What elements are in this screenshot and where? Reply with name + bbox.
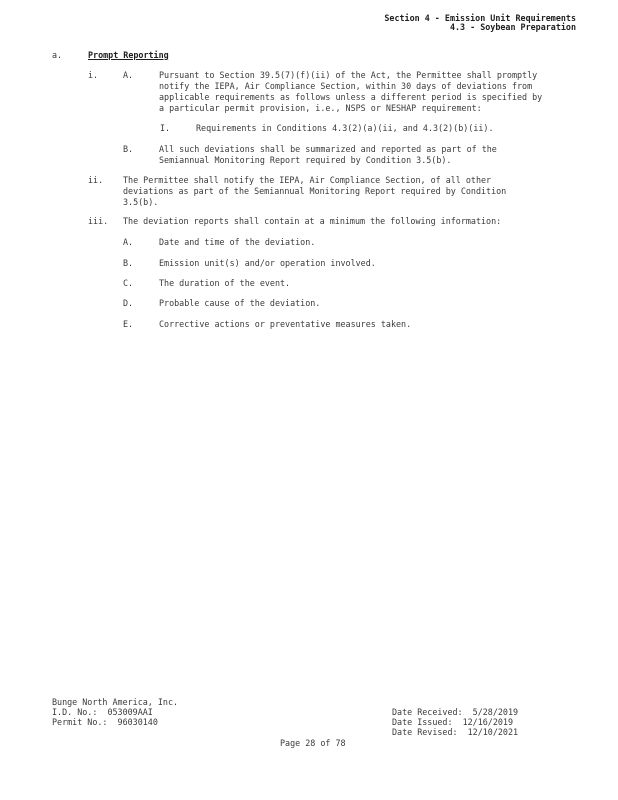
item-iii-e-marker: E. bbox=[123, 319, 134, 329]
item-i-b-marker: B. bbox=[123, 144, 134, 154]
item-i-a-1-marker: I. bbox=[160, 123, 171, 133]
footer-id-no: I.D. No.: 053009AAI bbox=[52, 707, 153, 717]
page-number: Page 28 of 78 bbox=[280, 738, 346, 748]
item-iii-c-marker: C. bbox=[123, 278, 134, 288]
item-i-marker: i. bbox=[88, 70, 99, 80]
footer-permit-no: Permit No.: 96030140 bbox=[52, 717, 158, 727]
item-i-a-line-2: notify the IEPA, Air Compliance Section, within 30 days of deviations from bbox=[159, 81, 533, 91]
item-ii-line-2: deviations as part of the Semiannual Monitoring Report required by Condition bbox=[123, 186, 507, 196]
item-ii-line-1: The Permittee shall notify the IEPA, Air Compliance Section, of all other bbox=[123, 175, 492, 185]
item-iii-d-marker: D. bbox=[123, 298, 134, 308]
item-a-marker: a. bbox=[52, 50, 63, 60]
item-iii-marker: iii. bbox=[88, 216, 109, 226]
item-i-b-line-2: Semiannual Monitoring Report required by Condition 3.5(b). bbox=[159, 155, 452, 165]
item-i-b-line-1: All such deviations shall be summarized and reported as part of the bbox=[159, 144, 497, 154]
footer-date-issued: Date Issued: 12/16/2019 bbox=[392, 717, 514, 727]
item-i-a-1-text: Requirements in Conditions 4.3(2)(a)(ii, and 4.3(2)(b)(ii). bbox=[196, 123, 494, 133]
footer-date-received: Date Received: 5/28/2019 bbox=[392, 707, 519, 717]
item-iii-d-text: Probable cause of the deviation. bbox=[159, 298, 321, 308]
item-iii-e-text: Corrective actions or preventative measures taken. bbox=[159, 319, 412, 329]
footer-company: Bunge North America, Inc. bbox=[52, 697, 179, 707]
item-iii-b-text: Emission unit(s) and/or operation involved. bbox=[159, 258, 376, 268]
item-ii-line-3: 3.5(b). bbox=[123, 197, 159, 207]
item-ii-marker: ii. bbox=[88, 175, 104, 185]
item-i-a-line-4: a particular permit provision, i.e., NSPS or NESHAP requirement: bbox=[159, 103, 482, 113]
item-i-a-line-1: Pursuant to Section 39.5(7)(f)(ii) of the Act, the Permittee shall promptly bbox=[159, 70, 538, 80]
item-i-a-marker: A. bbox=[123, 70, 134, 80]
heading-prompt-reporting: Prompt Reporting bbox=[88, 50, 169, 60]
item-iii-c-text: The duration of the event. bbox=[159, 278, 291, 288]
item-iii-b-marker: B. bbox=[123, 258, 134, 268]
item-iii-text: The deviation reports shall contain at a minimum the following information: bbox=[123, 216, 502, 226]
item-iii-a-marker: A. bbox=[123, 237, 134, 247]
subsection-header: 4.3 - Soybean Preparation bbox=[449, 22, 576, 32]
item-i-a-line-3: applicable requirements as follows unless a different period is specified by bbox=[159, 92, 543, 102]
item-iii-a-text: Date and time of the deviation. bbox=[159, 237, 316, 247]
section-header: Section 4 - Emission Unit Requirements bbox=[384, 13, 576, 23]
footer-date-revised: Date Revised: 12/10/2021 bbox=[392, 727, 519, 737]
